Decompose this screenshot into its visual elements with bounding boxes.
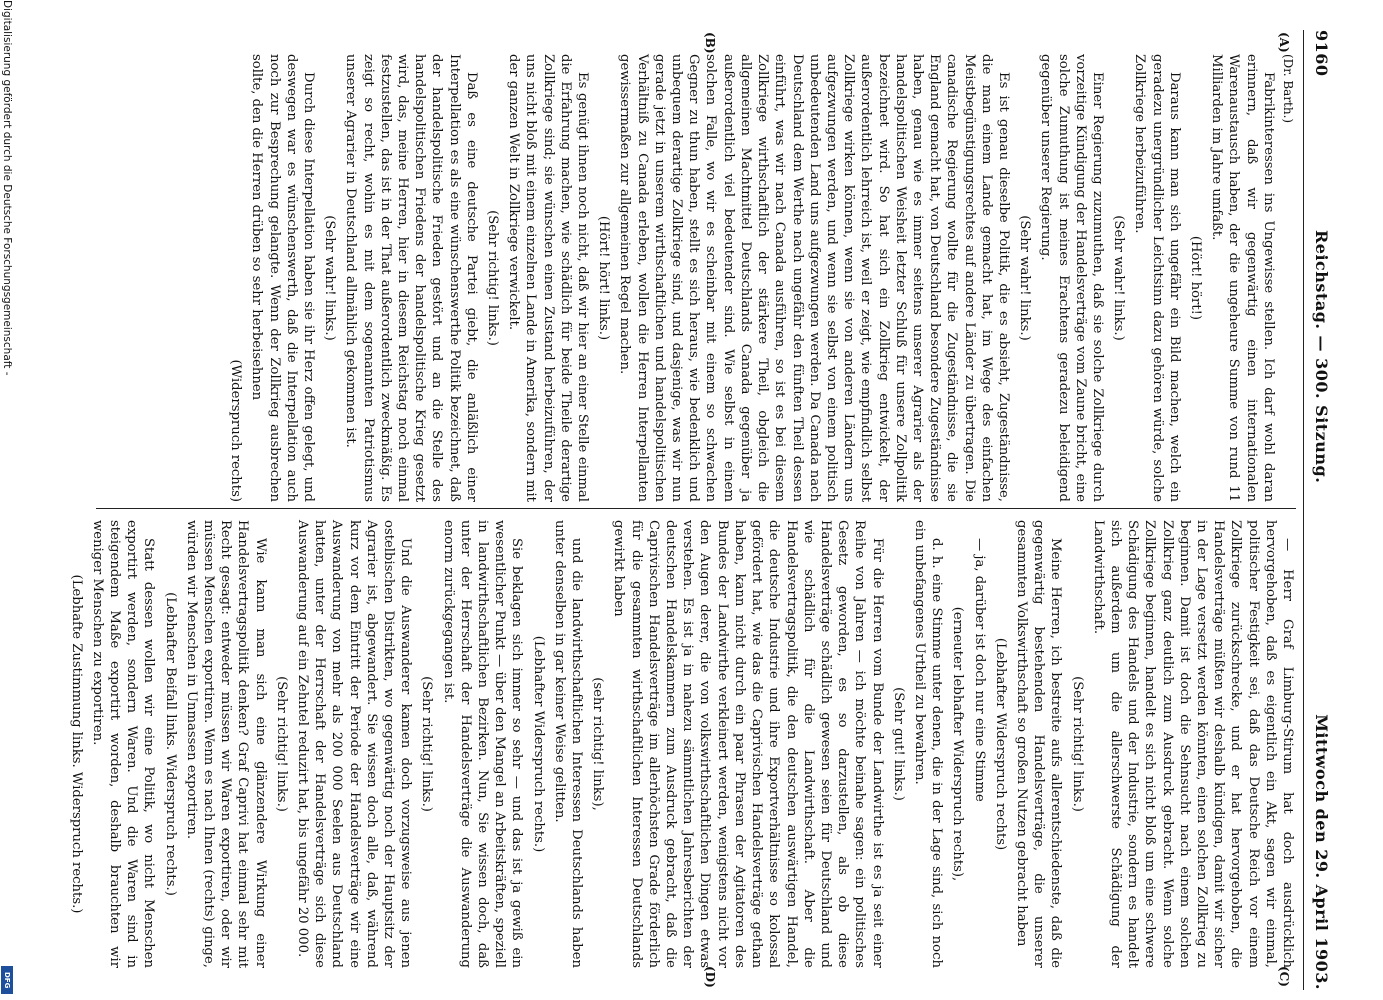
interjection: (Sehr richtig! links.) [485,210,501,346]
right-column [68,520,1296,968]
paragraph: — ja, darüber ist doch nur eine Stimme [971,538,987,802]
interjection: (Hört! hört! links.) [596,215,612,341]
interjection: (Widerspruch rechts) [228,359,244,502]
header-rule [1303,30,1304,990]
interjection: (Sehr richtig! links.) [1069,676,1085,812]
paragraph: Es genügt ihnen noch nicht, daß wir hier an einer Stelle einmal die Erfahrung machen, wie schädlich für beide Theile derartige Zollkriege sind; sie wünschen einen Zustand herbeizuführen, der uns nicht bloß mit einem einzelnen Lande in Amerika, sondern mit der ganzen Welt in Zollkriege verwickelt. [506,54,591,502]
paragraph: d. h. eine Stimme unter denen, die in der Lage sind, sich noch ein unbefangenes Urtheil zu bewahren. [911,520,945,968]
paragraph: Einer Regierung zuzumuthen, daß sie solche Zollkriege durch vorzeitige Kündigung der Handelsverträge vom Zaune bricht, eine solche Zumuthung ist meines Erachtens geradezu beleidigend gegenüber unserer Regierung. [1038,54,1105,502]
paragraph: — Herr Graf Limburg-Stirum hat doch ausdrücklich hervorgehoben, daß es eigentlich ein Akt, sagen wir einmal, politischer Festigkeit sei, daß das Deutsche Reich vor einem Zollkriege zurückschrecke, und er hat hervorgehoben, die Handelsverträge müßten wir deshalb kündigen, damit wir sicher in der Lage versetzt werden könnten, einen solchen Zollkrieg zu beginnen. Damit ist doch die Sehnsucht nach einem solchen Zollkrieg ganz deutlich zum Ausdruck gebracht. Wenn solche Zollkriege beginnen, handelt es sich nicht bloß um eine schwere Schädigung des Handels und der Industrie, sondern es handelt sich außerdem um die allerschwerste Schädigung der Landwirthschaft. [1090,520,1295,968]
footer-credit: Digitalisierung gefördert durch die Deutsche Forschungsgemeinschaft - [1,0,13,376]
footer-strip [0,0,14,1000]
interjection: (Sehr wahr! links.) [322,215,338,341]
paragraph: Wie kann man sich eine glänzendere Wirkung einer Handelsvertragspolitik denken? Graf Caprivi hat einmal sehr mit Recht gesagt: entweder müssen wir Waren exportiren, oder wir müssen Menschen exportiren. Wenn es nach Ihnen (rechts) ginge, würden wir Menschen in Unmassen exportiren. [183,520,268,968]
paragraph: Durch diese Interpellation haben sie ihr Herz offen gelegt, und deswegen war es wünschenswerth, daß die Interpellation auch noch zur Besprechung gelangte. Wenn der Zollkrieg ausbrechen sollte, den die Herren drüben so sehr herbeisehnen [249,54,317,502]
interjection: (Lebhafter Beifall links. Widerspruch rechts.) [162,592,178,896]
paragraph: Für die Herren vom Bunde der Landwirthe ist es ja seit einer Reihe von Jahren — ich möchte beinahe sagen: ein politisches Gesetz geworden, es so darzustellen, als ob diese Handelsverträge schädlich gewesen seien für Deutschland und wie schädlich für die Landwirthschaft. Aber die Handelsvertragspolitik, die den deutschen auswärtigen Handel, die deutsche Industrie und ihre Exportverhältnisse so kolossal gefördert hat, wie das die Caprivischen Handelsverträge gethan haben, kann nicht durch ein paar Phrasen der Agitatoren des Bundes der Landwirthe verkleinert werden, wenigstens nicht vor den Augen derer, die von volkswirthschaftlichen Dingen etwas verstehen. Es ist ja in nahezu sämmtlichen Jahresberichten der deutschen Handelskammern zum Ausdruck gebracht, daß die Caprivischen Handelsverträge im allerhöchsten Grade förderlich für die gesammten wirthschaftlichen Interessen Deutschlands gewirkt haben [611,520,885,968]
paragraph: Meine Herren, ich bestreite aufs allerentschiedenste, daß die gegenwärtig bestehenden Handelsverträge, die unserer gesammten Volkswirthschaft so großen Nutzen gebracht haben [1013,520,1064,968]
page-number: 9160 [1312,30,1331,77]
interjection: (Sehr richtig! links.) [273,676,289,812]
interjection: (Sehr wahr! links.) [1017,215,1033,341]
dfg-logo: DFG [1,966,13,994]
interjection: (Lebhafter Widerspruch rechts.) [530,635,546,853]
interjection: (erneuter lebhafter Widerspruch rechts), [950,606,966,882]
paragraph: Und die Auswanderer kamen doch vorzugsweise aus jenen ostelbischen Distrikten, wo gegenwärtig noch der Hauptsitz der Agrarier ist, abgewandert. Sie wissen doch alle, daß, während kurz vor dem Eintritt der Periode der Handelsverträge wir eine Auswanderung von mehr als 200 000 Seelen aus Deutschland hatten, unter der Herrschaft der Handelsverträge sich diese Auswanderung auf ein Zehntel reduzirt hat, bis ungefähr 20 000. [295,520,414,968]
paragraph: Daß es eine deutsche Partei giebt, die anläßlich einer Interpellation es als eine wünschenswerthe Politik bezeichnet, daß der handelspolitische Frieden gestört und an die Stelle des handelspolitischen Friedens der handelspolitische Krieg gesetzt wird, das, meine Herren, hier in diesem Reichstag noch einmal festzustellen, das ist in der That außerordentlich zweckmäßig. Es zeigt so recht, wohin es mit dem sogenannten Patriotismus unserer Agrarier in Deutschland allmählich gekommen ist. [343,54,479,502]
left-column-body [227,54,1277,502]
margin-marker-c: (C) [1277,966,1291,987]
left-column [76,54,1296,502]
interjection: (Sehr richtig! links.) [419,676,435,812]
interjection: (Hört! hört!) [1187,235,1203,321]
column-divider [96,508,1296,509]
session-title: Reichstag. — 300. Sitzung. [1312,230,1331,484]
right-column-body [67,520,1296,968]
session-date: Mittwoch den 29. April 1903. [1312,714,1331,990]
paragraph: Daraus kann man sich ungefähr ein Bild machen, welch ein geradezu unergründlicher Leichtsinn dazu gehören würde, solche Zollkriege herbeizuführen. [1132,54,1182,502]
margin-marker-d: (D) [703,966,717,988]
interjection: (Sehr wahr! links.) [1111,215,1127,341]
interjection: (Sehr gut! links.) [890,687,906,801]
speaker-label: (Dr. Barth.) [1281,54,1295,124]
interjection: (Lebhafter Widerspruch rechts) [992,637,1008,851]
interjection: (sehr richtig! links), [590,677,606,811]
margin-marker-a: (A) [1277,32,1291,53]
paragraph: und die landwirthschaftlichen Interessen Deutschlands haben unter denselben in gar keiner Weise gelitten. [551,520,585,968]
margin-marker-b: (B) [703,32,717,54]
paragraph: Sie beklagen sich immer so sehr — und das ist ja gewiß ein wesentlicher Punkt — über den Mangel an Arbeitskräften, speziell in landwirthschaftlichen Bezirken. Nun, Sie wissen doch, daß unter der Herrschaft der Handelsverträge die Auswanderung enorm zurückgegangen ist. [440,520,525,968]
paragraph: Es ist genau dieselbe Politik, die es absieht, Zugeständnisse, die man einem Lande gemacht hat, im Wege des einfachen Meistbegünstigungsrechtes auf andere Länder zu übertragen. Die canadische Regierung wollte für die Zugeständnisse, die sie England gemacht hat, von Deutschland besondere Zugeständnisse haben, genau wie es immer seitens unserer Agrarier als der handelspolitischen Weisheit letzter Schluß für unsere Zollpolitik bezeichnet wird. So hat sich ein Zollkrieg entwickelt, der außerordentlich lehrreich ist, weil er zeigt, wie empfindlich selbst Zollkriege wirken können, wenn sie von anderen Ländern uns aufgezwungen werden, und wenn sie selbst von einem politisch unbedeutenden Land uns aufgezwungen werden. Da Canada nach Deutschland dem Werthe nach ungefähr den fünften Theil dessen einführt, was wir nach Canada ausführen, so ist es bei diesem Zollkriege wirthschaftlich der stärkere Theil, obgleich die allgemeinen Machtmittel Deutschlands Canada gegenüber ja außerordentlich viel bedeutender sind. Wie selbst in einem solchen Falle, wo wir es scheinbar mit einem so schwachen Gegner zu thun haben, stellt es sich heraus, wie bedenklich und unbequem derartige Zollkriege sind, und dasjenige, was wir nun gerade jetzt in unserem wirthschaftlichen und handelspolitischen Verhältniß zu Canada erleben, wollen die Herren Interpellanten gewissermaßen zur allgemeinen Regel machen. [617,54,1011,502]
paragraph: Statt dessen wollen wir eine Politik, wo nicht Menschen exportirt werden, sondern Waren. Und die Waren sind in steigendem Maße exportirt worden, deshalb brauchten wir weniger Menschen zu exportiren. [89,520,157,968]
page-header [1306,30,1330,990]
interjection: (Lebhafte Zustimmung links. Widerspruch rechts.) [68,574,84,914]
document-page [60,30,1330,990]
paragraph: Fabrikinteressen ins Ungewisse stellen. Ich darf wohl daran erinnern, daß wir gegenwärtig einen internationalen Warenaustausch haben, der die ungeheure Summe von rund 11 Milliarden im Jahre umfaßt. [1209,54,1276,502]
